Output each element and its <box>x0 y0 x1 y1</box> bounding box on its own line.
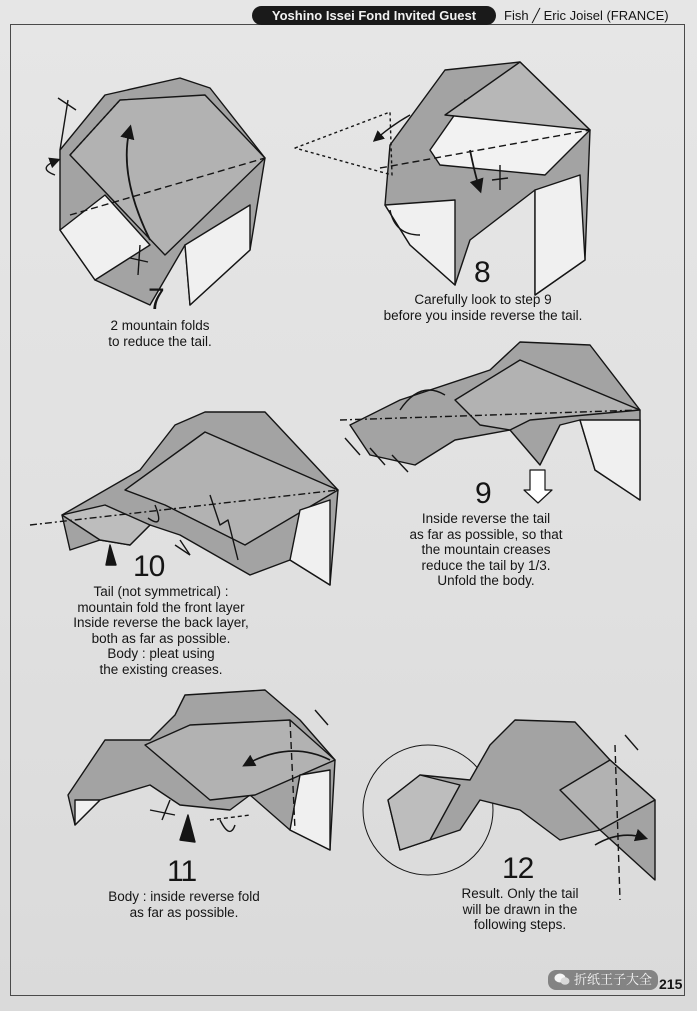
step-caption-7: 2 mountain folds to reduce the tail. <box>108 318 212 349</box>
step-caption-8: Carefully look to step 9 before you inside reverse the tail. <box>383 292 583 323</box>
step-number-11: 11 <box>167 855 197 888</box>
step-number-7: 7 <box>148 283 164 316</box>
step-11-diagram <box>68 690 335 850</box>
step-number-10: 10 <box>133 550 165 583</box>
step-7-diagram <box>46 78 265 305</box>
watermark-text: 折纸王子大全 <box>574 972 653 987</box>
step-number-9: 9 <box>475 477 491 510</box>
step-10-diagram <box>30 412 338 585</box>
step-caption-9: Inside reverse the tail as far as possible, so that the mountain creases reduce the tail by 1/3. Unfold the body. <box>409 511 563 588</box>
step-8-diagram <box>295 62 590 295</box>
step-number-8: 8 <box>474 256 490 289</box>
series-title-badge: Yoshino Issei Fond Invited Guest <box>252 6 496 25</box>
page-number: 215 <box>659 976 683 992</box>
model-credit: Fish ╱ Eric Joisel (FRANCE) <box>504 8 669 23</box>
step-caption-11: Body : inside reverse fold as far as possible. <box>108 889 260 920</box>
step-caption-12: Result. Only the tail will be drawn in the following steps. <box>461 886 579 932</box>
watermark <box>548 970 658 990</box>
step-number-12: 12 <box>502 852 534 885</box>
step-caption-10: Tail (not symmetrical) : mountain fold the front layer Inside reverse the back layer, both as far as possible. Body : pleat using the existing creases. <box>73 584 249 677</box>
wechat-logo-icon <box>554 972 570 986</box>
